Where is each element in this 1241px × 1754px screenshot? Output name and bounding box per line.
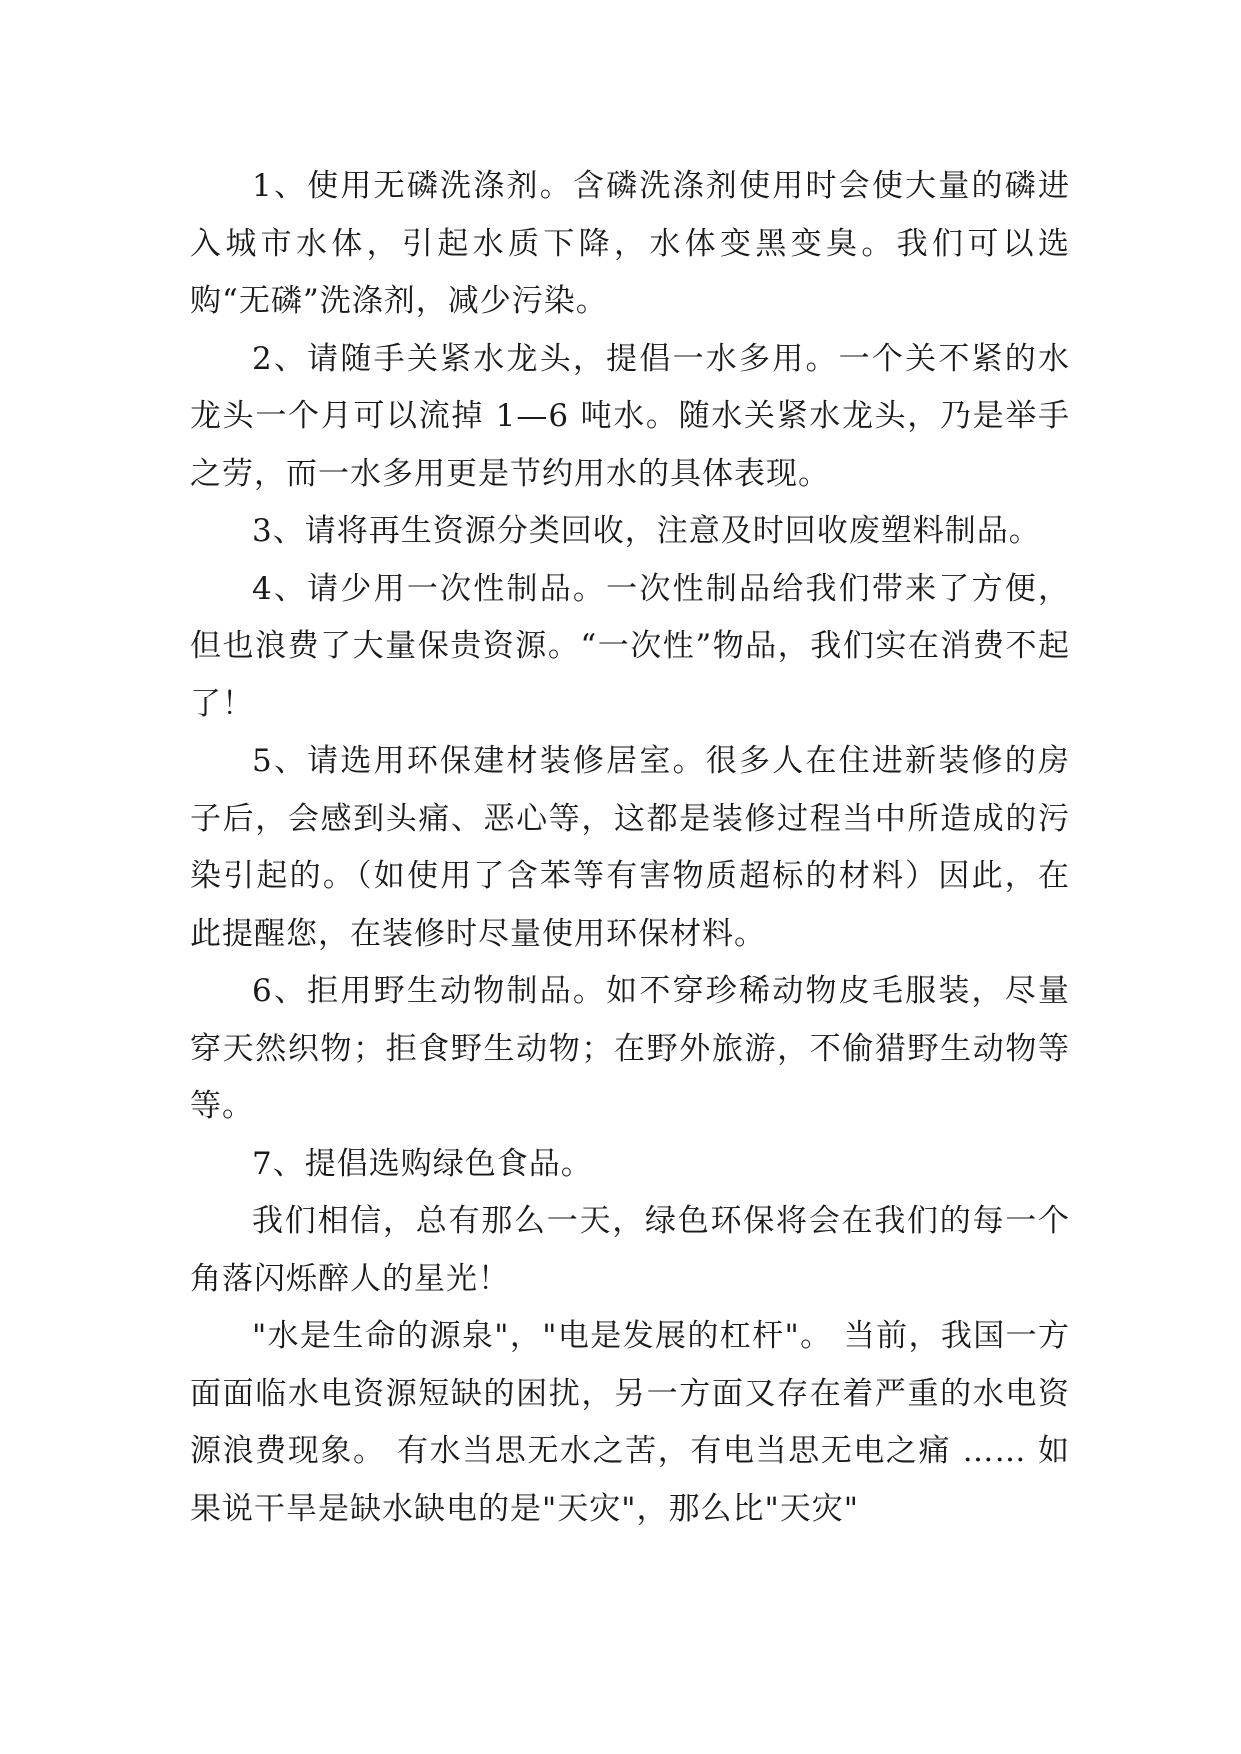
paragraph-8: 我们相信，总有那么一天，绿色环保将会在我们的每一个角落闪烁醉人的星光！ — [190, 1203, 1070, 1297]
paragraph-7: 7、提倡选购绿色食品。 — [252, 1145, 593, 1182]
paragraph-6: 6、拒用野生动物制品。如不穿珍稀动物皮毛服装，尽量穿天然织物；拒食野生动物；在野外旅游，不偷猎野生动物等等。 — [190, 973, 1070, 1124]
paragraph-9: "水是生命的源泉"，"电是发展的杠杆"。 当前，我国一方面面临水电资源短缺的困扰，另一方面又存在着严重的水电资源浪费现象。 有水当思无水之苦，有电当思无电之痛 …… 如果说干旱是缺水缺电的是"天灾"，那么比"天灾" — [190, 1318, 1070, 1527]
paragraph-4: 4、请少用一次性制品。一次性制品给我们带来了方便，但也浪费了大量保贵资源。“一次性”物品，我们实在消费不起了！ — [190, 570, 1070, 722]
document-body — [190, 158, 1070, 1538]
paragraph-1: 1、使用无磷洗涤剂。含磷洗涤剂使用时会使大量的磷进入城市水体，引起水质下降，水体变黑变臭。我们可以选购“无磷”洗涤剂，减少污染。 — [190, 168, 1070, 319]
paragraph-2: 2、请随手关紧水龙头，提倡一水多用。一个关不紧的水龙头一个月可以流掉 1—6 吨水。随水关紧水龙头，乃是举手之劳，而一水多用更是节约用水的具体表现。 — [190, 340, 1070, 492]
paragraph-3: 3、请将再生资源分类回收，注意及时回收废塑料制品。 — [252, 513, 1041, 549]
paragraph-5: 5、请选用环保建材装修居室。很多人在住进新装修的房子后，会感到头痛、恶心等，这都是装修过程当中所造成的污染引起的。（如使用了含苯等有害物质超标的材料）因此，在此提醒您，在装修时尽量使用环保材料。 — [190, 743, 1070, 952]
